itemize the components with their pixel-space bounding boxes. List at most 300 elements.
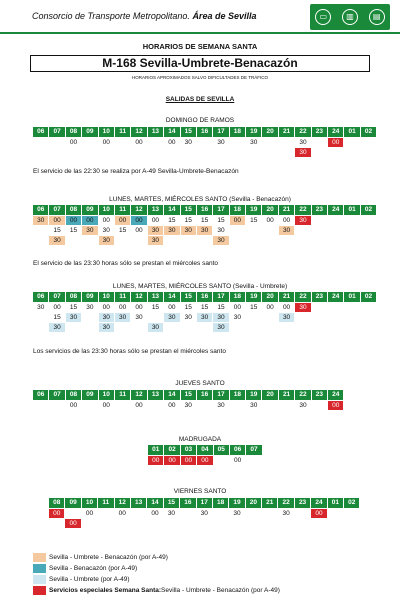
- time-cell: [295, 323, 310, 332]
- table-title-lmm-benacazon: LUNES, MARTES, MIÉRCOLES SANTO (Sevilla - Benacazón): [109, 196, 291, 203]
- hour-header-cell: 20: [262, 205, 277, 215]
- time-cell: 00: [118, 510, 126, 517]
- hour-header-cell: 05: [214, 445, 229, 455]
- time-cell: [131, 519, 146, 528]
- hour-header-cell: 02: [164, 445, 179, 455]
- time-cell: [328, 226, 343, 235]
- hour-header-cell: 07: [246, 445, 261, 455]
- time-cell: 30: [197, 226, 212, 235]
- hour-header-cell: 21: [279, 390, 294, 400]
- hour-header-cell: 22: [295, 205, 310, 215]
- time-cell: 00: [115, 216, 130, 225]
- time-cell: 00: [266, 304, 274, 311]
- time-cell: 00: [282, 304, 291, 311]
- time-cell: 30: [295, 216, 310, 225]
- time-cell: 00: [69, 402, 78, 409]
- time-cell: 15: [69, 304, 78, 311]
- time-cell: [131, 323, 146, 332]
- time-cell: 00: [82, 216, 97, 225]
- hour-header-cell: 03: [181, 445, 196, 455]
- time-cell: [328, 148, 343, 157]
- legend-swatch: [33, 575, 46, 584]
- metro-icon: ▤: [369, 9, 385, 25]
- time-cell: [66, 236, 81, 245]
- time-cell: [230, 401, 245, 410]
- header-title: [32, 11, 256, 21]
- time-cell: [361, 323, 376, 332]
- hour-header-cell: 15: [164, 498, 179, 508]
- time-cell: [164, 519, 179, 528]
- time-cell: 00: [151, 510, 159, 517]
- hour-header-cell: 21: [262, 498, 277, 508]
- legend-item: [33, 586, 280, 595]
- time-cell: [328, 509, 343, 518]
- time-cell: [180, 509, 195, 518]
- time-cell: [328, 303, 343, 312]
- time-cell: 00: [148, 456, 163, 465]
- hour-header-cell: 23: [312, 292, 327, 302]
- time-cell: [344, 313, 359, 322]
- hour-header-cell: 24: [328, 390, 343, 400]
- page-title: HORARIOS DE SEMANA SANTA: [142, 42, 258, 51]
- time-cell: 00: [102, 402, 110, 409]
- hour-header-cell: 23: [312, 205, 327, 215]
- hour-header-cell: 16: [197, 292, 212, 302]
- time-cell: 30: [148, 323, 163, 332]
- hour-header-cell: 02: [361, 292, 376, 302]
- time-cell: [229, 519, 244, 528]
- time-cell: 30: [49, 236, 64, 245]
- time-row: [33, 323, 377, 332]
- time-cell: [230, 226, 245, 235]
- hour-header-cell: 19: [229, 498, 244, 508]
- time-cell: [295, 509, 310, 518]
- hour-header-cell: 08: [66, 127, 81, 137]
- time-cell: 30: [250, 402, 258, 409]
- time-cell: 00: [328, 401, 343, 410]
- time-cell: 00: [234, 457, 242, 464]
- table-title-jueves: JUEVES SANTO: [175, 380, 225, 387]
- time-cell: [33, 148, 48, 157]
- time-cell: [49, 401, 64, 410]
- legend-label: Sevilla - Benacazón (por A-49): [49, 565, 138, 572]
- time-cell: 00: [53, 304, 61, 311]
- time-cell: 30: [102, 227, 110, 234]
- hour-header-cell: 14: [164, 390, 179, 400]
- hour-header-cell: 13: [148, 205, 163, 215]
- disclaimer: HORARIOS APROXIMADOS SALVO DIFICULTADES DE TRÁFICO: [132, 75, 268, 80]
- time-cell: [148, 401, 163, 410]
- header-title-prefix: Consorcio de Transporte Metropolitano.: [32, 11, 190, 21]
- legend-label-bold: Servicios especiales Semana Santa:: [49, 587, 162, 594]
- hour-header-row: [148, 445, 263, 455]
- hour-header-cell: 10: [99, 127, 114, 137]
- time-cell: 15: [200, 304, 209, 311]
- time-cell: 00: [135, 402, 143, 409]
- hour-header-cell: 11: [115, 292, 130, 302]
- time-row: [33, 226, 377, 235]
- time-cell: 30: [295, 303, 310, 312]
- time-cell: [131, 509, 146, 518]
- time-cell: [361, 138, 376, 147]
- time-cell: [82, 236, 97, 245]
- transport-icons: [310, 4, 390, 30]
- time-cell: [279, 236, 294, 245]
- hour-header-cell: 15: [181, 127, 196, 137]
- time-cell: [66, 323, 81, 332]
- time-cell: 00: [164, 456, 179, 465]
- time-cell: [328, 519, 343, 528]
- time-cell: [312, 226, 327, 235]
- time-cell: [33, 226, 48, 235]
- hour-header-row: [33, 390, 344, 400]
- time-cell: [197, 148, 212, 157]
- time-cell: 15: [200, 217, 209, 224]
- hour-header-cell: 18: [213, 498, 228, 508]
- hour-header-cell: 07: [49, 292, 64, 302]
- time-cell: [344, 148, 359, 157]
- hour-header-cell: 13: [131, 498, 146, 508]
- time-cell: [361, 216, 376, 225]
- hour-header-cell: 22: [278, 498, 293, 508]
- time-cell: [312, 323, 327, 332]
- time-cell: [230, 323, 245, 332]
- time-cell: [312, 148, 327, 157]
- legend-label: Sevilla - Umbrete (por A-49): [49, 576, 130, 583]
- time-cell: 00: [49, 509, 64, 518]
- time-cell: 00: [119, 304, 127, 311]
- time-cell: 00: [181, 456, 196, 465]
- time-cell: [82, 148, 97, 157]
- time-cell: [197, 323, 212, 332]
- hour-header-cell: 02: [344, 498, 359, 508]
- hour-header-cell: 17: [213, 205, 228, 215]
- time-cell: 30: [99, 323, 114, 332]
- time-cell: 00: [135, 304, 143, 311]
- time-cell: 30: [164, 226, 179, 235]
- legend-swatch: [33, 553, 46, 562]
- time-cell: [148, 313, 163, 322]
- time-cell: 30: [37, 304, 45, 311]
- time-cell: [115, 148, 130, 157]
- hour-header-cell: 21: [279, 292, 294, 302]
- time-cell: [180, 519, 195, 528]
- hour-header-cell: 01: [344, 292, 359, 302]
- time-cell: [246, 226, 261, 235]
- hour-header-cell: 20: [262, 292, 277, 302]
- hour-header-cell: 21: [279, 205, 294, 215]
- time-cell: [246, 456, 261, 465]
- hour-header-cell: 19: [246, 390, 261, 400]
- note-2230: El servicio de las 22:30 se realiza por A-49 Sevilla-Umbrete-Benacazón: [33, 168, 239, 175]
- hour-header-cell: 18: [230, 292, 245, 302]
- hour-header-cell: 12: [131, 205, 146, 215]
- time-cell: [295, 226, 310, 235]
- time-cell: 30: [184, 314, 192, 321]
- time-cell: [49, 148, 64, 157]
- hour-header-cell: 24: [328, 292, 343, 302]
- time-cell: 00: [102, 139, 110, 146]
- time-cell: 15: [184, 217, 192, 224]
- hour-header-cell: 23: [312, 127, 327, 137]
- time-cell: 30: [99, 313, 114, 322]
- hour-header-cell: 17: [213, 127, 228, 137]
- note-2330-b: Los servicios de las 23:30 horas sólo se prestan el miércoles santo: [33, 348, 226, 355]
- time-cell: 30: [148, 236, 163, 245]
- legend-label: Sevilla - Umbrete - Benacazón (por A-49): [161, 587, 280, 594]
- hour-header-cell: 22: [295, 292, 310, 302]
- time-cell: 00: [328, 138, 343, 147]
- hour-header-cell: 09: [82, 127, 97, 137]
- time-cell: [82, 519, 97, 528]
- time-cell: 30: [148, 226, 163, 235]
- time-cell: 00: [65, 519, 80, 528]
- hour-header-cell: 16: [197, 127, 212, 137]
- hour-header-cell: 13: [148, 292, 163, 302]
- time-cell: [279, 138, 294, 147]
- time-cell: 30: [167, 510, 176, 517]
- legend-item: [33, 564, 137, 573]
- hour-header-cell: 01: [344, 205, 359, 215]
- hour-header-cell: 11: [115, 205, 130, 215]
- note-2330-a: El servicio de las 23:30 horas sólo se prestan el miércoles santo: [33, 260, 218, 267]
- time-row: [33, 313, 377, 322]
- time-cell: 00: [69, 139, 78, 146]
- hour-header-cell: 15: [181, 390, 196, 400]
- hour-header-cell: 10: [99, 390, 114, 400]
- hour-header-cell: 12: [131, 127, 146, 137]
- header-title-area: Área de Sevilla: [192, 11, 257, 21]
- table-title-viernes: VIERNES SANTO: [173, 488, 227, 495]
- time-cell: [262, 236, 277, 245]
- time-cell: [312, 138, 327, 147]
- time-cell: 00: [49, 216, 64, 225]
- time-cell: [312, 401, 327, 410]
- time-cell: [295, 236, 310, 245]
- time-cell: [33, 323, 48, 332]
- time-cell: [344, 323, 359, 332]
- time-cell: [33, 236, 48, 245]
- time-cell: [33, 313, 48, 322]
- time-cell: [279, 148, 294, 157]
- time-row: [33, 303, 377, 312]
- time-cell: 30: [49, 323, 64, 332]
- hour-header-cell: 19: [246, 127, 261, 137]
- time-cell: [131, 148, 146, 157]
- time-cell: [262, 148, 277, 157]
- legend-item: [33, 575, 130, 584]
- time-cell: [181, 236, 196, 245]
- hour-header-row: [33, 127, 377, 137]
- time-cell: [66, 148, 81, 157]
- hour-header-cell: 20: [262, 390, 277, 400]
- time-cell: 00: [233, 304, 241, 311]
- time-cell: 00: [131, 216, 146, 225]
- time-cell: 00: [85, 510, 94, 517]
- time-cell: [328, 313, 343, 322]
- hour-header-cell: 14: [147, 498, 162, 508]
- hour-header-cell: 17: [213, 292, 228, 302]
- time-cell: 15: [53, 227, 61, 234]
- hour-header-cell: 23: [312, 390, 327, 400]
- hour-header-cell: 18: [230, 390, 245, 400]
- hour-header-cell: 07: [49, 127, 64, 137]
- time-cell: [246, 509, 261, 518]
- time-cell: [164, 148, 179, 157]
- time-cell: 30: [213, 313, 228, 322]
- time-cell: [230, 236, 245, 245]
- time-cell: [98, 509, 113, 518]
- time-cell: 15: [69, 227, 78, 234]
- time-cell: [82, 138, 97, 147]
- time-cell: [230, 138, 245, 147]
- time-cell: [164, 236, 179, 245]
- time-cell: [49, 519, 64, 528]
- time-cell: [344, 303, 359, 312]
- legend-label: Sevilla - Umbrete - Benacazón (por A-49): [49, 554, 168, 561]
- bus-icon: ▭: [315, 9, 331, 25]
- time-cell: 15: [250, 304, 258, 311]
- time-cell: [361, 313, 376, 322]
- hour-header-cell: 06: [33, 127, 48, 137]
- hour-header-cell: 11: [98, 498, 113, 508]
- table-title-madrugada: MADRUGADA: [178, 436, 222, 443]
- time-cell: [33, 401, 48, 410]
- time-cell: [262, 509, 277, 518]
- hour-header-cell: 19: [246, 292, 261, 302]
- time-cell: [328, 216, 343, 225]
- time-cell: [65, 509, 80, 518]
- hour-header-cell: 24: [328, 127, 343, 137]
- time-row: [49, 519, 360, 528]
- hour-header-cell: 19: [246, 205, 261, 215]
- time-cell: [115, 236, 130, 245]
- hour-header-row: [49, 498, 360, 508]
- time-cell: [246, 236, 261, 245]
- time-cell: [361, 236, 376, 245]
- hour-header-cell: 21: [279, 127, 294, 137]
- time-cell: 30: [213, 323, 228, 332]
- hour-header-cell: 06: [33, 292, 48, 302]
- hour-header-cell: 12: [131, 292, 146, 302]
- hour-header-cell: 09: [65, 498, 80, 508]
- time-cell: [99, 148, 114, 157]
- time-cell: [279, 323, 294, 332]
- time-cell: 30: [82, 226, 97, 235]
- time-cell: 00: [282, 217, 291, 224]
- time-cell: 30: [279, 226, 294, 235]
- time-cell: 15: [151, 304, 160, 311]
- time-cell: [49, 138, 64, 147]
- time-cell: [361, 226, 376, 235]
- hour-header-cell: 06: [33, 205, 48, 215]
- time-cell: [181, 148, 196, 157]
- time-cell: 30: [233, 314, 241, 321]
- time-cell: 30: [233, 510, 241, 517]
- time-cell: 30: [217, 139, 225, 146]
- train-icon: ▥: [342, 9, 358, 25]
- time-cell: [164, 323, 179, 332]
- hour-header-cell: 13: [148, 390, 163, 400]
- time-cell: 00: [102, 217, 110, 224]
- time-cell: [361, 303, 376, 312]
- time-cell: 30: [250, 139, 258, 146]
- time-cell: [262, 313, 277, 322]
- hour-header-cell: 14: [164, 205, 179, 215]
- time-cell: [328, 236, 343, 245]
- hour-header-cell: 24: [311, 498, 326, 508]
- time-cell: 00: [197, 456, 212, 465]
- time-cell: [344, 138, 359, 147]
- hour-header-cell: 15: [181, 292, 196, 302]
- time-cell: [115, 138, 130, 147]
- hour-header-cell: 16: [180, 498, 195, 508]
- hour-header-cell: 08: [66, 292, 81, 302]
- time-cell: 30: [164, 313, 179, 322]
- hour-header-cell: 10: [82, 498, 97, 508]
- hour-header-cell: 22: [295, 390, 310, 400]
- hour-header-cell: 13: [148, 127, 163, 137]
- time-cell: [197, 236, 212, 245]
- time-cell: 15: [184, 304, 192, 311]
- time-cell: 30: [181, 226, 196, 235]
- time-cell: 30: [99, 236, 114, 245]
- time-cell: [278, 519, 293, 528]
- table-title-domingo: DOMINGO DE RAMOS: [165, 117, 235, 124]
- time-cell: 30: [33, 216, 48, 225]
- time-cell: 00: [168, 402, 176, 409]
- time-cell: [262, 519, 277, 528]
- hour-header-cell: 10: [99, 292, 114, 302]
- time-cell: 00: [168, 304, 176, 311]
- hour-header-cell: 18: [230, 127, 245, 137]
- time-row: [49, 509, 360, 518]
- time-cell: [344, 236, 359, 245]
- time-cell: [82, 401, 97, 410]
- time-cell: 00: [168, 139, 176, 146]
- time-cell: [295, 519, 310, 528]
- time-cell: [213, 509, 228, 518]
- hour-header-cell: 12: [115, 498, 130, 508]
- time-cell: 30: [295, 148, 310, 157]
- time-row: [148, 456, 263, 465]
- legend-item: [33, 553, 168, 562]
- hour-header-cell: 06: [230, 445, 245, 455]
- hour-header-cell: 18: [230, 205, 245, 215]
- legend-swatch: [33, 586, 46, 595]
- time-cell: [246, 519, 261, 528]
- hour-header-cell: 10: [99, 205, 114, 215]
- time-cell: 00: [66, 216, 81, 225]
- time-cell: [344, 226, 359, 235]
- time-cell: [181, 323, 196, 332]
- time-cell: [82, 323, 97, 332]
- time-row: [33, 236, 377, 245]
- hour-header-cell: 09: [82, 390, 97, 400]
- time-cell: [262, 226, 277, 235]
- time-cell: 00: [135, 139, 143, 146]
- hour-header-cell: 08: [66, 390, 81, 400]
- time-cell: 30: [200, 510, 208, 517]
- time-cell: [312, 303, 327, 312]
- time-cell: [214, 456, 229, 465]
- time-cell: [148, 138, 163, 147]
- time-cell: [344, 216, 359, 225]
- time-cell: 00: [102, 304, 110, 311]
- hour-header-cell: 20: [262, 127, 277, 137]
- time-cell: [115, 519, 130, 528]
- time-cell: 30: [115, 313, 130, 322]
